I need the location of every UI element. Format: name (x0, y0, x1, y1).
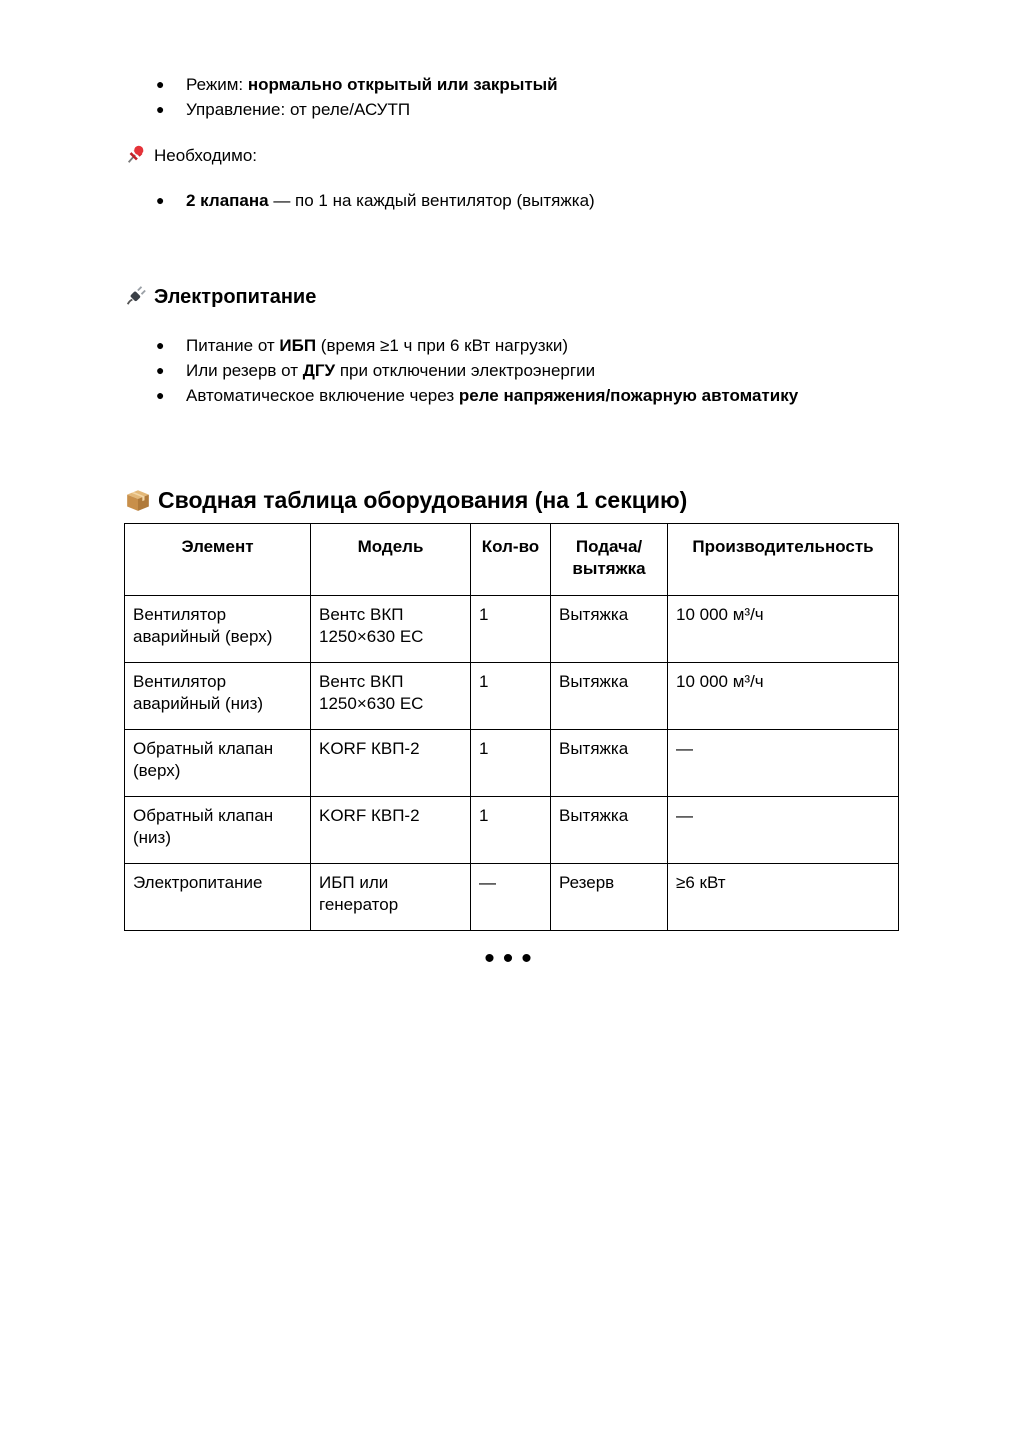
bullet-icon: ● (156, 337, 165, 353)
table-cell: Вентс ВКП 1250×630 EC (311, 596, 471, 663)
table-cell: — (471, 864, 551, 931)
table-cell: — (668, 797, 899, 864)
table-cell: Вытяжка (551, 663, 668, 730)
list-item: ● Режим: нормально открытый или закрытый (156, 72, 558, 97)
table-row (125, 864, 899, 931)
mode-control-list (156, 72, 558, 122)
pushpin-icon (124, 143, 148, 165)
table-cell: Обратный клапан (верх) (125, 730, 311, 797)
table-cell: 10 000 м³/ч (668, 663, 899, 730)
table-cell: Вентилятор аварийный (верх) (125, 596, 311, 663)
list-item: ● Или резерв от ДГУ при отключении электроэнергии (156, 358, 798, 383)
list-item: ● 2 клапана — по 1 на каждый вентилятор (вытяжка) (156, 188, 595, 213)
need-list (156, 188, 595, 213)
table-cell: Обратный клапан (низ) (125, 797, 311, 864)
plug-icon (124, 285, 148, 307)
table-cell: Вытяжка (551, 596, 668, 663)
table-cell: 1 (471, 797, 551, 864)
list-item: ● Автоматическое включение через реле напряжения/пожарную автоматику (156, 383, 798, 408)
table-cell: 1 (471, 730, 551, 797)
table-cell: 10 000 м³/ч (668, 596, 899, 663)
table-cell: KORF КВП-2 (311, 730, 471, 797)
power-section-heading: Электропитание (124, 284, 316, 310)
column-header: Производительность (668, 524, 899, 596)
table-row (125, 797, 899, 864)
bullet-icon: ● (156, 101, 165, 117)
table-cell: Вентилятор аварийный (низ) (125, 663, 311, 730)
column-header: Кол-во (471, 524, 551, 596)
table-row (125, 730, 899, 797)
table-header-row (125, 524, 899, 596)
table-cell: Вытяжка (551, 797, 668, 864)
table-cell: Резерв (551, 864, 668, 931)
bullet-icon: ● (156, 76, 165, 92)
list-item: ● Питание от ИБП (время ≥1 ч при 6 кВт нагрузки) (156, 333, 798, 358)
bullet-icon: ● (156, 387, 165, 403)
table-cell: KORF КВП-2 (311, 797, 471, 864)
column-header: Модель (311, 524, 471, 596)
more-ellipsis: ••• (484, 942, 540, 975)
table-section-heading: Сводная таблица оборудования (на 1 секцию) (124, 485, 687, 515)
table-cell: ИБП или генератор (311, 864, 471, 931)
table-row (125, 596, 899, 663)
column-header: Подача/ вытяжка (551, 524, 668, 596)
table-cell: Электропитание (125, 864, 311, 931)
list-item: ● Управление: от реле/АСУТП (156, 97, 558, 122)
table-cell: — (668, 730, 899, 797)
column-header: Элемент (125, 524, 311, 596)
bullet-icon: ● (156, 192, 165, 208)
package-icon (124, 487, 152, 513)
table-cell: Вентс ВКП 1250×630 EC (311, 663, 471, 730)
power-list (156, 333, 798, 408)
note-line: Необходимо: (124, 143, 257, 168)
bullet-icon: ● (156, 362, 165, 378)
table-cell: 1 (471, 596, 551, 663)
table-cell: Вытяжка (551, 730, 668, 797)
table-cell: ≥6 кВт (668, 864, 899, 931)
table-row (125, 663, 899, 730)
equipment-table (124, 523, 899, 931)
table-cell: 1 (471, 663, 551, 730)
